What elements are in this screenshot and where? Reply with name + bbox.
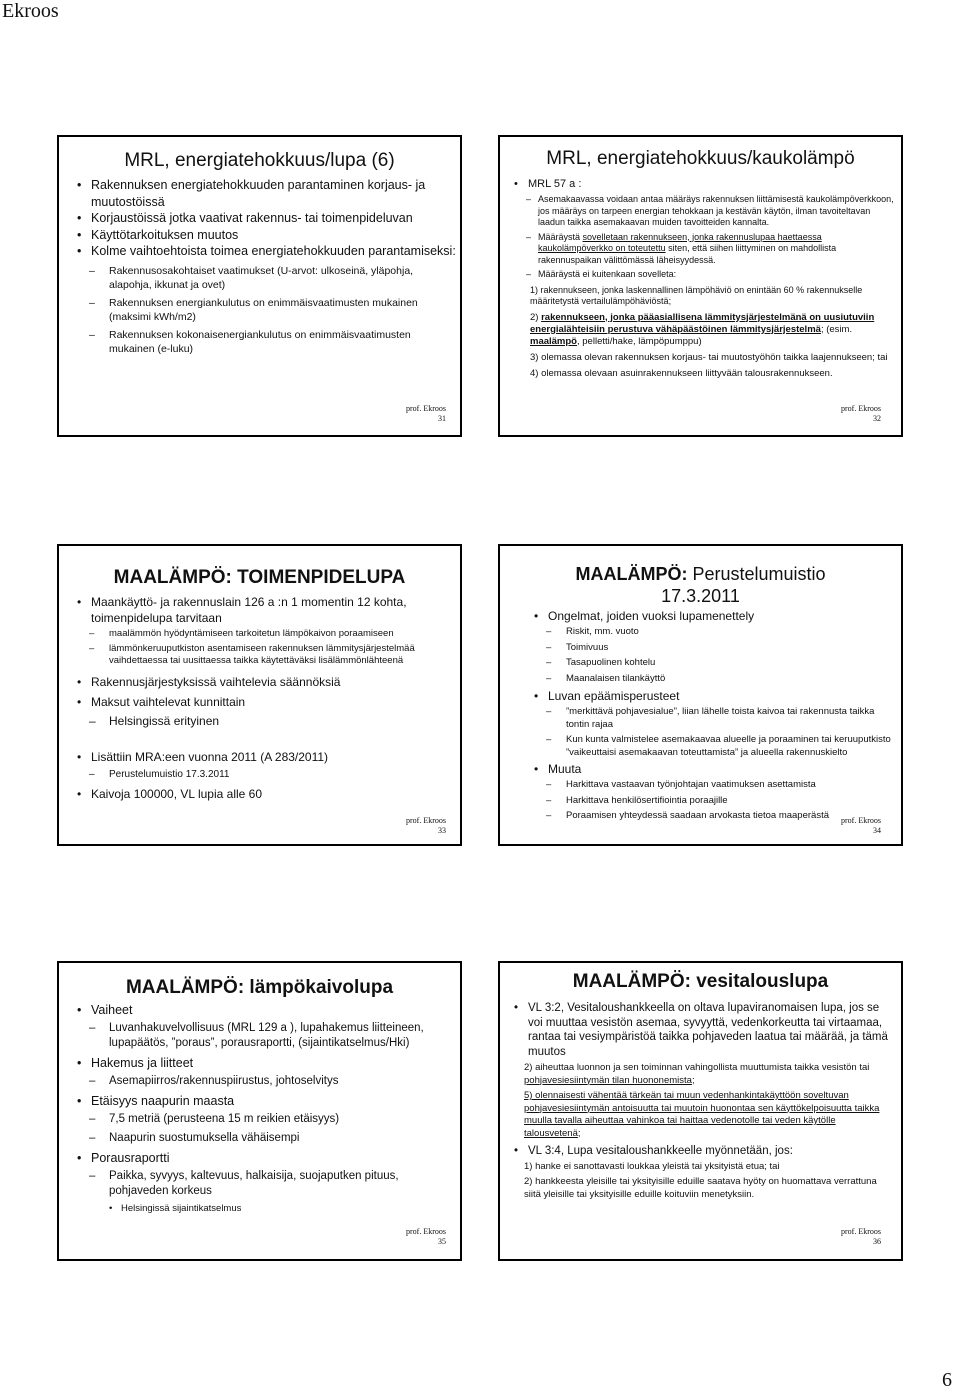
slide-title: MAALÄMPÖ: lämpökaivolupa: [125, 977, 394, 998]
slide-footer: [841, 816, 881, 836]
text: 2): [530, 311, 542, 323]
lead-item: • MRL 57 a :: [510, 177, 898, 191]
sub-item: – Helsingissä erityinen: [73, 713, 453, 729]
sub-item: – Naapurin suostumuksella vähäisempi: [73, 1131, 458, 1146]
bold-underlined-text: rakennukseen, jonka pääasiallisena lämmitysjärjestelmänä on uusiutuviin energialähteisiin perustuva vähäpäästöinen lämmitysjärjestelmä: [530, 311, 875, 335]
numbered-item: 1) hanke ei sanottavasti loukkaa yleistä tai yksityistä etua; tai: [524, 1160, 780, 1172]
slide-title: MAALÄMPÖ: vesitalouslupa: [572, 971, 829, 992]
author-label: prof. Ekroos: [841, 816, 881, 825]
sub-item: – Perustelumuistio 17.3.2011: [73, 767, 453, 783]
sub-item: – Riskit, mm. vuoto: [530, 625, 900, 639]
paragraph: – Asemakaavassa voidaan antaa määräys rakennuksen liittämisestä kaukolämpöverkkoon, jos määräys on tarpeen energian tehokkaan ja kestävän käytön, ilman tavoiteltavan laadun taikka asemakaavan muiden tavoitteiden kannalta.: [510, 194, 898, 229]
sub-item: – Harkittava vastaavan työnjohtajan vaatimuksen asettamista: [530, 778, 900, 792]
numbered-item: [510, 1062, 890, 1087]
slide-32: [498, 135, 903, 437]
bullet-item: • Korjaustöissä jotka vaativat rakennus- tai toimenpideluvan: [73, 210, 458, 227]
paragraph: – Määräystä ei kuitenkaan sovelleta:: [510, 269, 898, 281]
paragraph: [510, 232, 898, 267]
underlined-text: pohjavesiesiintymän tilan huononemista: [524, 1074, 692, 1086]
text: , pelletti/hake, lämpöpumppu): [577, 335, 702, 347]
numbered-item: 1) rakennukseen, jonka laskennallinen lämpöhäviö on enintään 60 % rakennukselle määritetystä vertailulämpöhäviöstä;: [530, 284, 863, 306]
author-label: prof. Ekroos: [841, 1227, 881, 1236]
document-title: Ekroos: [2, 0, 59, 22]
bullet-item: • Rakennusjärjestyksissä vaihtelevia säännöksiä: [73, 674, 453, 690]
sub-item: – Tasapuolinen kohtelu: [530, 656, 900, 670]
text: 2) aiheuttaa luonnon ja sen toiminnan vahingollista muuttumista taikka vesistön tai: [524, 1062, 870, 1073]
slide-35: [57, 961, 462, 1261]
text: Määräystä: [538, 231, 583, 242]
bullet-item: • Vaiheet: [73, 1003, 458, 1018]
text: ; (esim.: [820, 323, 853, 335]
sub-item: – lämmönkeruuputkiston asentamiseen rakennuksen lämmitysjärjestelmää vaihdettaessa tai uusittaessa taikka käytettäväksi lisälämmönlähteenä: [73, 643, 453, 668]
slide-title: [500, 563, 901, 607]
slide-31: [57, 135, 462, 437]
slide-footer: [841, 404, 881, 424]
sub-item: – ”merkittävä pohjavesialue”, liian lähelle toista kaivoa tai rakennusta taikka tontin rajaa: [530, 705, 900, 731]
slide-title: MRL, energiatehokkuus/lupa (6): [124, 150, 395, 171]
text: ;: [691, 1074, 695, 1086]
bullet-item: • Porausraportti: [73, 1151, 458, 1166]
bullet-item: • Kolme vaihtoehtoista toimea energiatehokkuuden parantamiseksi:: [73, 243, 458, 260]
sub-sub-item: • Helsingissä sijaintikatselmus: [73, 1201, 458, 1216]
slide-number: 32: [873, 414, 881, 423]
bullet-item: • Kaivoja 100000, VL lupia alle 60: [73, 786, 453, 802]
author-label: prof. Ekroos: [406, 404, 446, 413]
bullet-item: • Maksut vaihtelevat kunnittain: [73, 694, 453, 710]
bullet-item: • Lisättiin MRA:een vuonna 2011 (A 283/2011): [73, 749, 453, 765]
slide-footer: [406, 1227, 446, 1247]
bullet-item: • VL 3:4, Lupa vesitaloushankkeelle myönnetään, jos:: [510, 1144, 890, 1159]
bullet-item: • VL 3:2, Vesitaloushankkeella on oltava lupaviranomaisen lupa, jos se voi muuttaa vesistön asemaa, syvyyttä, vedenkorkeutta tai virtaamaa, rantaa tai vesiympäristöä taikka pohjaveden laatua tai määrää, ja tämä muutos: [510, 1001, 890, 1059]
text: siten, että siihen liittyminen on mahdollista rakennuspaikan välittömässä läheisyydessä.: [538, 243, 837, 265]
author-label: prof. Ekroos: [841, 404, 881, 413]
sub-item: – Harkittava henkilösertifiointia poraajille: [530, 794, 900, 808]
slide-33: [57, 544, 462, 846]
bullet-item: • Maankäyttö- ja rakennuslain 126 a :n 1 momentin 12 kohta, toimenpidelupa tarvitaan: [73, 594, 453, 626]
sub-item: – Asemapiirros/rakennuspiirustus, johtoselvitys: [73, 1074, 458, 1089]
sub-item: – Kun kunta valmistelee asemakaavaa alueelle ja poraaminen tai keruuputkisto ”vaikeuttaisi asemakaavan toteuttamista” ja alueella rakennuskielto: [530, 733, 900, 759]
slide-footer: [841, 1227, 881, 1247]
sub-item: – Rakennuksen kokonaisenergiankulutus on enimmäisvaatimusten mukainen (e-luku): [73, 328, 458, 357]
bullet-item: • Etäisyys naapurin maasta: [73, 1094, 458, 1109]
sub-item: – Paikka, syvyys, kaltevuus, halkaisija, suojaputken pituus, pohjaveden korkeus: [73, 1169, 458, 1199]
sub-item: – Toimivuus: [530, 641, 900, 655]
bullet-item: • Luvan epäämisperusteet: [530, 689, 900, 703]
bullet-item: • Käyttötarkoituksen muutos: [73, 227, 458, 244]
slide-36: [498, 961, 903, 1261]
author-label: prof. Ekroos: [406, 1227, 446, 1236]
slide-number: 34: [873, 826, 881, 835]
text: ;: [577, 1127, 581, 1139]
bullet-item: • Ongelmat, joiden vuoksi lupamenettely: [530, 609, 900, 623]
title-rest: Perustelumuistio 17.3.2011: [661, 564, 826, 606]
slide-number: 35: [438, 1237, 446, 1246]
page-number: 6: [942, 1369, 952, 1391]
underlined-text: sovelletaan rakennukseen, jonka rakennuslupaa haettaessa kaukolämpöverkko on toteutettu: [538, 231, 822, 253]
sub-item: – Luvanhakuvelvollisuus (MRL 129 a ), lupahakemus liitteineen, lupapäätös, ”poraus”, porausraportti, (sijaintikatselmus/Hki): [73, 1021, 458, 1051]
title-bold: MAALÄMPÖ:: [575, 564, 688, 584]
sub-item: – Rakennusosakohtaiset vaatimukset (U-arvot: ulkoseinä, yläpohja, alapohja, ikkunat ja ovet): [73, 264, 458, 293]
slide-title: MAALÄMPÖ: TOIMENPIDELUPA: [113, 567, 406, 588]
slide-title: MRL, energiatehokkuus/kaukolämpö: [546, 148, 855, 169]
numbered-item: 2) hankkeesta yleisille tai yksityisille eduille saatava hyöty on huomattava verrattuna siitä yleisille tai yksityisille eduille koituviin menetyksiin.: [524, 1176, 877, 1200]
sub-item: – Rakennuksen energiankulutus on enimmäisvaatimusten mukainen (maksimi kWh/m2): [73, 296, 458, 325]
underlined-text: 5) olennaisesti vähentää tärkeän tai muun vedenhankintakäyttöön soveltuvan pohjavesiesiintymän antoisuutta tai muutoin huonontaa sen käyttökelpoisuutta taikka muulla tavalla aiheuttaa vahinkoa tai haittaa vedenotolle tai veden käytölle talousvetenä: [524, 1090, 880, 1139]
bullet-item: • Muuta: [530, 762, 900, 776]
slide-number: 31: [438, 414, 446, 423]
slide-footer: [406, 404, 446, 424]
bold-underlined-text: maalämpö: [530, 335, 577, 347]
sub-item: – maalämmön hyödyntämiseen tarkoitetun lämpökaivon poraamiseen: [73, 628, 453, 641]
sub-item: – Poraamisen yhteydessä saadaan arvokasta tietoa maaperästä: [530, 809, 900, 823]
bullet-item: • Rakennuksen energiatehokkuuden parantaminen korjaus- ja muutostöissä: [73, 177, 458, 210]
slide-number: 36: [873, 1237, 881, 1246]
sub-item: – 7,5 metriä (perusteena 15 m reikien etäisyys): [73, 1112, 458, 1127]
numbered-item: [510, 312, 898, 348]
author-label: prof. Ekroos: [406, 816, 446, 825]
numbered-item: [510, 1090, 890, 1140]
numbered-item: 3) olemassa olevan rakennuksen korjaus- tai muutostyöhön taikka laajennukseen; tai: [530, 351, 888, 363]
slide-number: 33: [438, 826, 446, 835]
numbered-item: 4) olemassa olevaan asuinrakennukseen liittyvään talousrakennukseen.: [530, 367, 833, 379]
slide-footer: [406, 816, 446, 836]
sub-item: – Maanalaisen tilankäyttö: [530, 672, 900, 686]
bullet-item: • Hakemus ja liitteet: [73, 1056, 458, 1071]
slide-34: [498, 544, 903, 846]
